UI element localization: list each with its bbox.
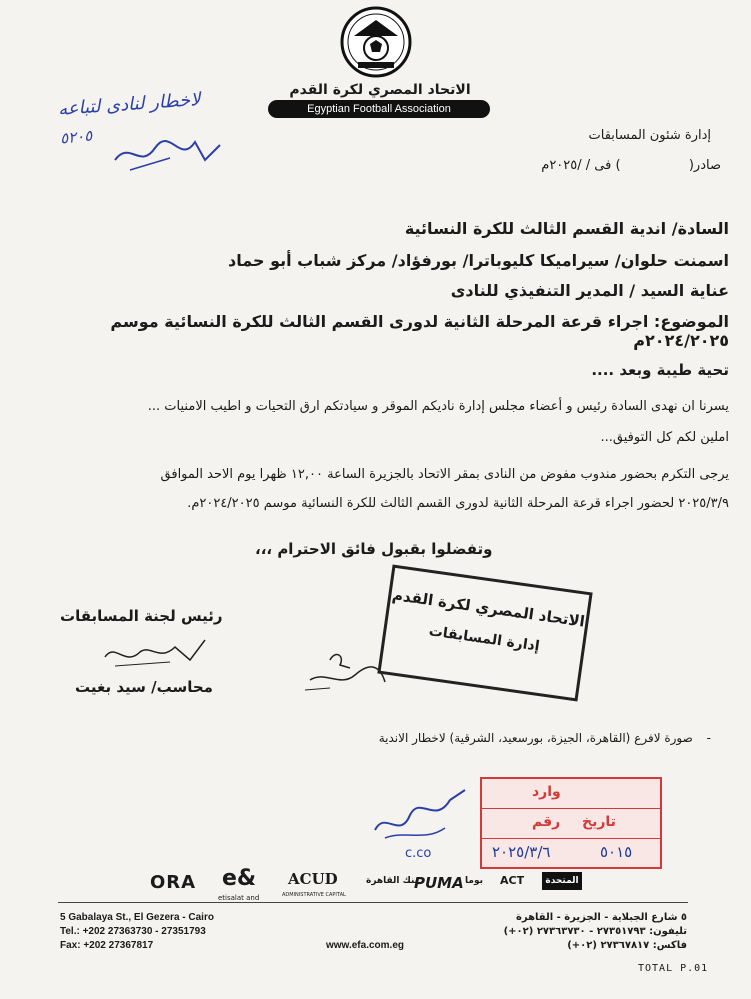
address-ar: ٥ شارع الجبلاية - الجزيرة - القاهرة	[515, 912, 687, 923]
acud-logo: ACUD	[288, 870, 338, 888]
subject-label: الموضوع:	[653, 312, 729, 331]
footer-contact-en	[60, 911, 214, 953]
handwritten-signature	[110, 130, 230, 175]
number-label: رقم	[532, 814, 561, 830]
issued-label: صادر(	[688, 158, 721, 173]
handwritten-date: ٥٢٠٥	[59, 126, 94, 148]
greeting: تحية طيبة وبعد ....	[591, 361, 729, 379]
signature-scribble	[100, 632, 210, 672]
signatory-name: محاسب/ سيد بغيت	[75, 678, 213, 696]
footer-divider	[58, 902, 688, 903]
body-paragraph: يسرنا ان نهدى السادة رئيس و أعضاء مجلس إدارة ناديكم الموقر و سيادتكم ارق التحيات و اطيب الامنيات ...	[147, 399, 729, 414]
stamp-org-name: الاتحاد المصري لكرة القدم	[391, 585, 586, 631]
sponsor-logos	[150, 868, 590, 900]
tel-en: Tel.: +202 27363730 - 27351793	[60, 926, 206, 937]
fax-page-count: TOTAL P.01	[638, 963, 709, 974]
body-paragraph: ٢٠٢٥/٣/٩ لحضور اجراء قرعة المرحلة الثانية لدورى القسم الثالث للكرة النسائية موسم ٢٠٢٤/٢٠٢٥م.	[187, 496, 729, 511]
initials-scribble	[300, 640, 390, 700]
subject-line	[29, 312, 729, 350]
date-label: تاريخ	[582, 814, 616, 830]
tel-ar: تليفون: ٢٧٣٥١٧٩٣ - ٢٧٣٦٣٧٣٠ (٠٢+)	[503, 926, 687, 937]
department-line: إدارة شئون المسابقات	[588, 128, 711, 143]
incoming-stamp	[480, 777, 662, 869]
bullet-dash: -	[706, 731, 711, 745]
issued-date: / /٢٠٢٥م	[541, 158, 591, 173]
handwritten-receipt-date: c.co	[405, 846, 432, 861]
e-and-caption: etisalat and	[218, 894, 260, 902]
incoming-label: وارد	[532, 784, 561, 800]
signatory-title: رئيس لجنة المسابقات	[60, 607, 223, 625]
acud-caption: ADMINISTRATIVE CAPITAL	[282, 892, 346, 898]
values-row	[482, 839, 660, 868]
e-and-logo: e&	[222, 866, 257, 891]
subject-text: اجراء قرعة المرحلة الثانية لدورى القسم الثالث للكرة النسائية موسم ٢٠٢٤/٢٠٢٥م	[110, 312, 729, 350]
org-name-arabic: الاتحاد المصري لكرة القدم	[289, 82, 471, 98]
ora-logo: ORA	[150, 872, 197, 893]
handwritten-note: لاخطار لنادى لتباعه	[57, 89, 202, 120]
clubs-line: اسمنت حلوان/ سيراميكا كليوباترا/ بورفؤاد/ مركز شباب أبو حماد	[228, 251, 729, 270]
handwritten-signature-bottom	[365, 780, 480, 855]
receipt-number: ٥٠١٥	[600, 843, 633, 861]
act-logo: ACT	[500, 874, 525, 887]
stamp-department: إدارة المسابقات	[427, 623, 541, 655]
number-row	[482, 809, 660, 839]
issued-line	[301, 158, 721, 173]
fax-en: Fax: +202 27367817	[60, 940, 154, 951]
footer-contact-ar	[504, 911, 687, 953]
attention-line: عناية السيد / المدير التنفيذي للنادى	[450, 281, 729, 300]
efa-logo	[340, 6, 412, 78]
issued-paren: )	[615, 158, 621, 173]
closing-line: وتفضلوا بقبول فائق الاحترام ،،،	[255, 540, 493, 558]
official-stamp	[377, 564, 592, 701]
issued-in: فى	[594, 158, 612, 173]
org-name-english: Egyptian Football Association	[268, 100, 490, 118]
bank-logo: بنك القاهرة	[366, 876, 419, 886]
copy-text: صورة لافرع (القاهرة، الجيزة، بورسعيد، الشرقية) لاخطار الاندية	[378, 731, 693, 745]
website-link[interactable]: www.efa.com.eg	[326, 940, 404, 951]
puma-arabic: بوما	[465, 876, 483, 886]
copy-distribution-line	[379, 731, 711, 745]
addressee-line: السادة/ اندية القسم الثالث للكرة النسائية	[404, 219, 729, 238]
united-logo: المتحدة	[542, 872, 582, 890]
address-en: 5 Gabalaya St., El Gezera - Cairo	[60, 912, 214, 923]
body-paragraph: املين لكم كل التوفيق...	[600, 430, 729, 445]
receipt-date: ٢٠٢٥/٣/٦	[492, 843, 551, 861]
fax-ar: فاكس: ٢٧٣٦٧٨١٧ (٠٢+)	[567, 940, 687, 951]
incoming-row	[482, 779, 660, 809]
body-paragraph: يرجى التكرم بحضور مندوب مفوض من النادى بمقر الاتحاد بالجزيرة الساعة ١٢,٠٠ ظهرا يوم الاحد الموافق	[160, 467, 729, 482]
puma-logo: PUMA	[414, 874, 464, 892]
